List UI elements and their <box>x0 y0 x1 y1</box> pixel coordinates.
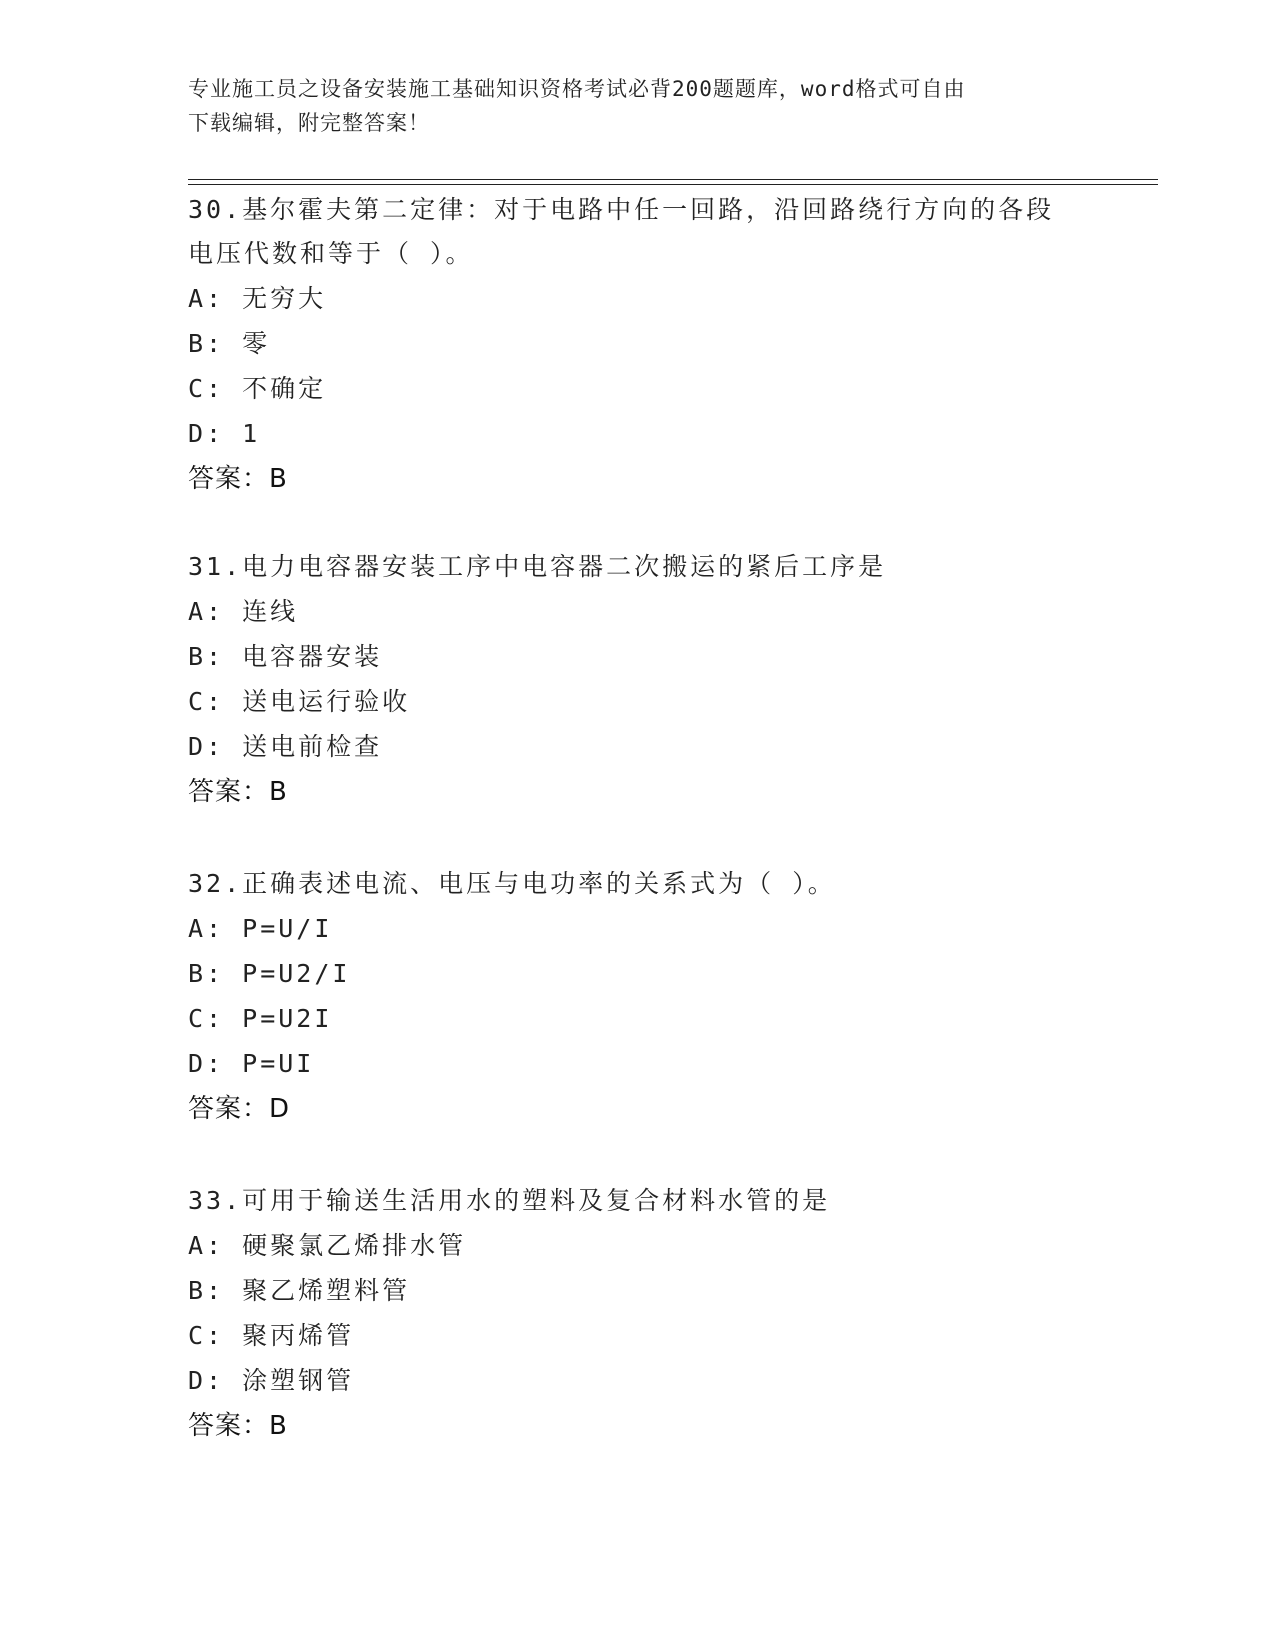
question-31 <box>188 545 1088 815</box>
answer: 答案：B <box>188 1411 288 1441</box>
answer: 答案：B <box>188 777 288 807</box>
option-d: D: P=UI <box>188 1049 315 1078</box>
question-stem-continued: 电压代数和等于（ ）。 <box>188 239 474 268</box>
option-c: C: P=U2I <box>188 1004 333 1033</box>
option-b: B: P=U2/I <box>188 959 351 988</box>
question-stem: 33.可用于输送生活用水的塑料及复合材料水管的是 <box>188 1186 831 1215</box>
answer: 答案：D <box>188 1094 291 1124</box>
header-line-2: 下载编辑，附完整答案！ <box>188 111 430 135</box>
option-d: D: 1 <box>188 419 261 448</box>
question-stem: 31.电力电容器安装工序中电容器二次搬运的紧后工序是 <box>188 552 887 581</box>
document-header <box>188 72 1088 140</box>
question-32 <box>188 862 1088 1132</box>
question-stem: 30.基尔霍夫第二定律：对于电路中任一回路，沿回路绕行方向的各段 <box>188 195 1055 224</box>
option-a: A: 无穷大 <box>188 284 327 313</box>
question-30 <box>188 188 1088 502</box>
option-d: D: 涂塑钢管 <box>188 1366 355 1395</box>
header-divider-bottom <box>188 184 1158 185</box>
option-b: B: 聚乙烯塑料管 <box>188 1276 411 1305</box>
option-c: C: 送电运行验收 <box>188 687 411 716</box>
option-c: C: 不确定 <box>188 374 327 403</box>
option-b: B: 电容器安装 <box>188 642 383 671</box>
answer: 答案：B <box>188 464 288 494</box>
header-divider-top <box>188 179 1158 180</box>
option-d: D: 送电前检查 <box>188 732 383 761</box>
option-a: A: P=U/I <box>188 914 333 943</box>
question-33 <box>188 1179 1088 1449</box>
question-stem: 32.正确表述电流、电压与电功率的关系式为（ ）。 <box>188 869 836 898</box>
option-b: B: 零 <box>188 329 271 358</box>
option-a: A: 硬聚氯乙烯排水管 <box>188 1231 467 1260</box>
header-line-1: 专业施工员之设备安装施工基础知识资格考试必背200题题库，word格式可自由 <box>188 77 966 101</box>
option-c: C: 聚丙烯管 <box>188 1321 355 1350</box>
option-a: A: 连线 <box>188 597 299 626</box>
